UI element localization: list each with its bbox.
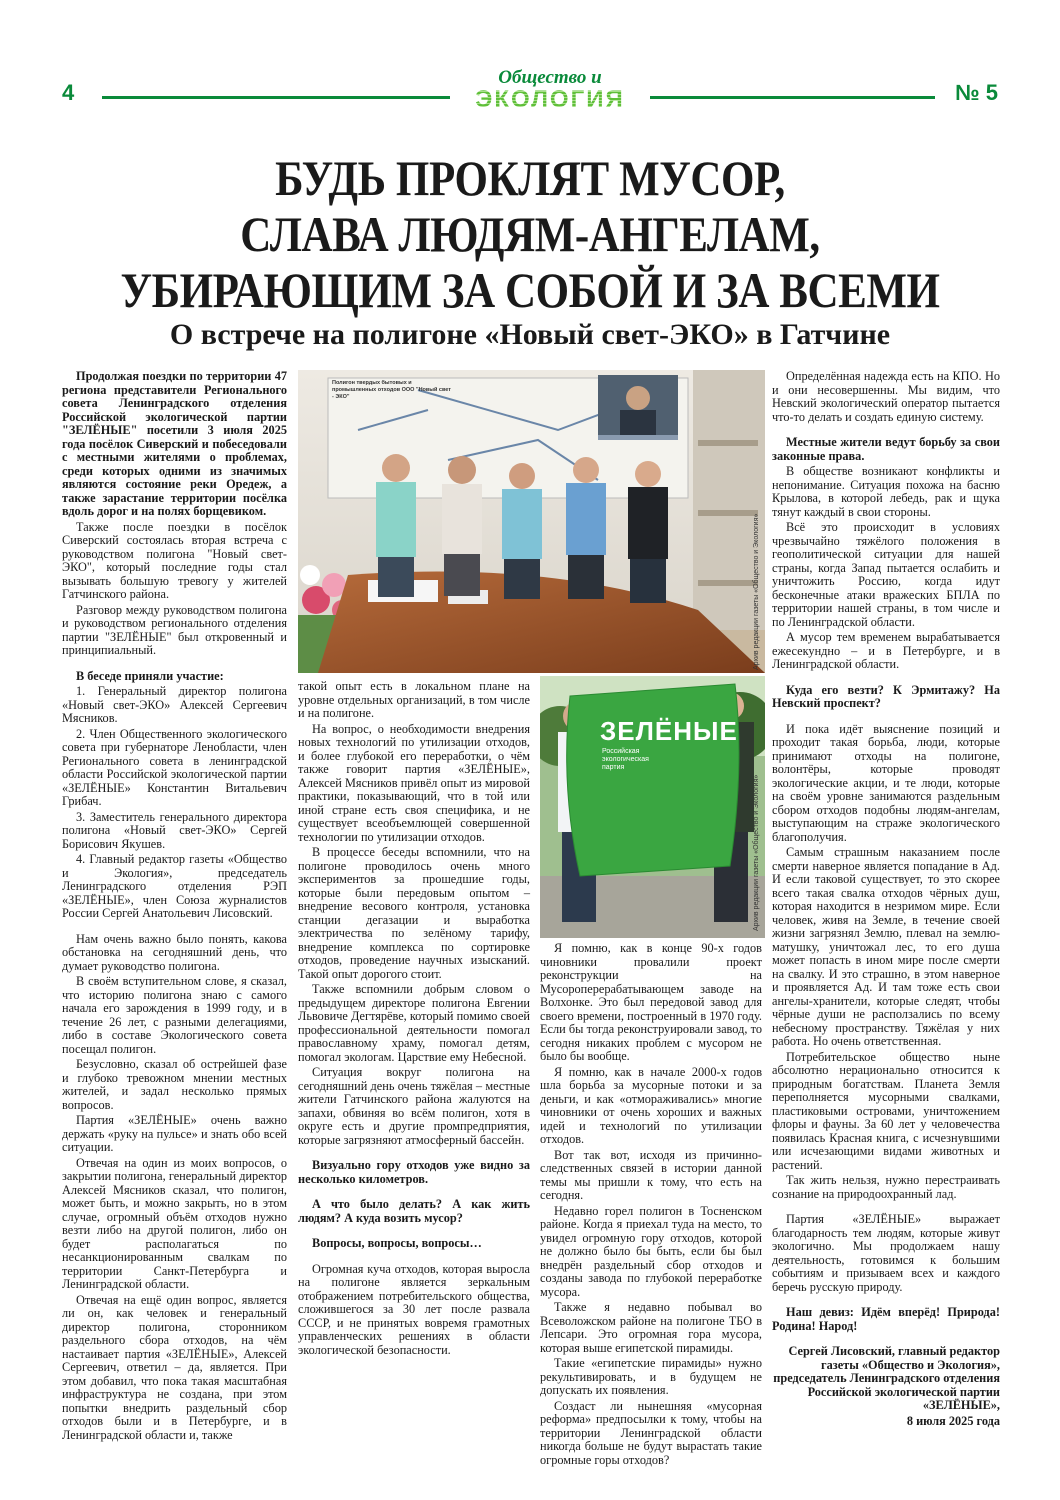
- paragraph: Всё это происходит в условиях чрезвычайно тяжёлого положения в геополитической ситуации для нашей страны, когда Запад пытается ослабить и уничтожить Россию, когда идут бесконечные атаки вражеских БПЛА по территории нашей страны, в том числе и по Ленинградской области.: [772, 520, 1000, 629]
- header-rule-right: [650, 96, 935, 99]
- article-date: 8 июля 2025 года: [906, 1413, 1000, 1428]
- flag-title: ЗЕЛЁНЫЕ: [600, 716, 738, 746]
- paragraph: Отвечая на один из моих вопросов, о закрытии полигона, генеральный директор Алексей Мясников сказал, что полигон, может быть, и можно закрыть, но в этом случае, огромный объём отходов нужно везти либо на другой полигон, либо он будет располагаться по несанкционированным свалкам по территории Санкт-Петербурга и Ленинградской области.: [62, 1155, 287, 1291]
- paragraph: В обществе возникают конфликты и непонимание. Ситуация похожа на басню Крылова, в которой лебедь, рак и щука тянут каждый в свои стороны.: [772, 464, 1000, 519]
- paragraph: Самым страшным наказанием после смерти наверное является попадание в Ад. И если таковой существует, то это скорее всего такая свалка отходов чёрных душ, которая находится в незримом мире. Если человек, живя на Земле, в течение своей жизни загрязнял Землю, плевал на землю-матушку, уничтожал лес, то его душа может попасть в ином мире после смерти на свалку. И это страшно, в этом наверное и проявляется Ад. И там тоже есть свои ангелы-хранители, которые следят, чтобы чёрные души не расползались по всему небесному пространству. Тяжёлая у них работа. Но очень ответственная.: [772, 845, 1000, 1048]
- bold-question: Куда его везти? К Эрмитажу? На Невский проспект?: [772, 682, 1000, 710]
- participant-item: 4. Главный редактор газеты «Общество и Экология», председатель Ленинградского отделения РЭП «ЗЕЛЁНЫЕ», член Союза журналистов России Сергей Анатольевич Лисовский.: [62, 852, 287, 920]
- paragraph: Также я недавно побывал во Всеволожском районе на полигоне ТБО в Лепсари. Это огромная гора мусора, которая выше египетской пирамиды.: [540, 1300, 762, 1355]
- participants-heading: В беседе приняли участие:: [76, 668, 224, 683]
- paragraph: А мусор тем временем вырабатывается ежесекундно – и в Петербурге, и в Ленинградской области.: [772, 630, 1000, 671]
- headline-line-1: БУДЬ ПРОКЛЯТ МУСОР,: [275, 150, 785, 206]
- lead-paragraph: Продолжая поездки по территории 47 региона представители Регионального совета Ленинградского отделения Российской экологической партии "ЗЕЛЁНЫЕ" посетили 3 июля 2025 года посёлок Сиверский и побеседовали с местными жителями о проблемах, среди которых одними из значимых являются состояние реки Оредеж, а также зарастание территории посёлка вдоль дорог и на полях борщевиком.: [62, 369, 287, 518]
- photo-meeting-group: [298, 370, 765, 673]
- logo-bottom-text: ЭКОЛОГИЯ: [455, 88, 645, 112]
- participant-item: 1. Генеральный директор полигона «Новый свет-ЭКО» Алексей Сергеевич Мясников.: [62, 684, 287, 725]
- paragraph: Нам очень важно было понять, какова обстановка на сегодняшний день, что думает руководство полигона.: [62, 931, 287, 973]
- paragraph: Создаст ли нынешняя «мусорная реформа» предпосылки к тому, чтобы на территории Ленинградской области никогда больше не будут вырастать такие огромные горы отходов?: [540, 1398, 762, 1467]
- paragraph: Потребительское общество ныне абсолютно нерационально относится к природным богатствам. Планета Земля переполняется мусорными свалками, пластиковыми островами, уничтожением флоры и фауны. За 60 лет у человечества появилась Красная книга, с исчезнувшими или исчезающими видами животных и растений.: [772, 1049, 1000, 1172]
- paragraph: На вопрос, о необходимости внедрения новых технологий по утилизации отходов, и более глубокой его переработки, о чём также говорит партия «ЗЕЛЁНЫЕ», Алексей Мясников привёл опыт из мировой практики, показывающий, что в той или иной стране есть своя специфика, и не существует всеобъемлющей совершенной технологии по утилизации отходов.: [298, 721, 530, 844]
- bold-statement: Вопросы, вопросы, вопросы…: [312, 1236, 482, 1250]
- bold-question: А что было делать? А как жить людям? А куда возить мусор?: [298, 1197, 530, 1225]
- flag-sub-3: партия: [602, 764, 625, 771]
- subtitle: О встрече на полигоне «Новый свет-ЭКО» в Гатчине: [169, 318, 891, 351]
- bold-statement: Местные жители ведут борьбу за свои законные права.: [772, 435, 1000, 463]
- article-column-2: [298, 680, 530, 1359]
- paragraph: Партия «ЗЕЛЁНЫЕ» очень важно держать «руку на пульсе» и знать обо всей ситуации.: [62, 1113, 287, 1154]
- flag-subtitle: [602, 748, 649, 772]
- board-caption: Полигон твердых бытовых и промышленных отходов ООО "Новый свет - ЭКО": [332, 380, 451, 400]
- photo1-credit: Архив редакции газеты «Общество и Экология»: [753, 513, 760, 670]
- paragraph: Такие «египетские пирамиды» нужно рекультивировать, и в будущем не допускать их появления.: [540, 1356, 762, 1397]
- paragraph: Я помню, как в начале 2000-х годов шла борьба за мусорные потоки и за деньги, и как «отмораживались» многие чиновники от очень хороших и важных идей и технологий по утилизации отходов.: [540, 1064, 762, 1146]
- photo-meeting-illustration: [298, 370, 765, 673]
- paragraph: Отвечая на ещё один вопрос, является ли он, как человек и генеральный директор полигона, сторонником раздельного сбора отходов, на чём настаивает партия «ЗЕЛЁНЫЕ», Алексей Сергеевич, ответил – да, является. При этом добавил, что пока такая масштабная инфраструктура не создана, при этом попытки внедрить раздельный сбор отходов были и в Петербурге, и в Ленинградской области и, также: [62, 1292, 287, 1442]
- author-signature: Сергей Лисовский, главный редактор газеты «Общество и Экология», председатель Ленинградского отделения Российской экологической партии «ЗЕЛЁНЫЕ»,: [773, 1344, 1000, 1412]
- newspaper-logo: [455, 68, 645, 112]
- motto: Наш девиз: Идём вперёд! Природа! Родина! Народ!: [772, 1305, 1000, 1333]
- paragraph: Огромная куча отходов, которая выросла на полигоне является зеркальным отображением потребительского общества, сложившегося за 30 лет после развала СССР, и не принятых вовремя грамотных управленческих решениях в области экологической безопасности.: [298, 1261, 530, 1357]
- flag-sub-2: экологическая: [602, 756, 649, 763]
- paragraph: В процессе беседы вспомнили, что на полигоне проводилось очень много экспериментов за прошедшие годы, которые были передовым опытом – внедрение весового контроля, установка станции дегазации и выработка электричества по зелёному тарифу, внедрение комплекса по сортировке отходов, проведение научных изысканий. Такой опыт дорогого стоит.: [298, 845, 530, 981]
- paragraph: Разговор между руководством полигона и руководством регионального отделения партии "ЗЕЛЁНЫЕ" был откровенный и принципиальный.: [62, 602, 287, 657]
- paragraph: Недавно горел полигон в Тосненском районе. Когда я приехал туда на место, то увидел огромную гору отходов, которой не должно было бы быть, если бы был внедрён раздельный сбор отходов и созданы завода по глубокой переработке мусора.: [540, 1203, 762, 1299]
- participant-item: 3. Заместитель генерального директора полигона «Новый свет-ЭКО» Сергей Борисович Якушев.: [62, 809, 287, 851]
- paragraph: Также после поездки в посёлок Сиверский состоялась вторая встреча с руководством полигона "Новый свет-ЭКО", который последние годы стал вызывать большую тревогу у жителей Гатчинского района.: [62, 519, 287, 601]
- bold-statement: Визуально гору отходов уже видно за несколько километров.: [298, 1158, 530, 1186]
- headline: [109, 150, 952, 318]
- page-number: 4: [62, 80, 75, 105]
- paragraph: Также вспомнили добрым словом о предыдущем директоре полигона Евгении Львовиче Дегтярёве, который помимо своей профессиональной деятельности помогал православному храму, помогал детям, помогал экологам. Царствие ему Небесной.: [298, 982, 530, 1064]
- header-rule-left: [102, 96, 450, 99]
- photo-green-flag: [540, 676, 765, 938]
- issue-number: № 5: [955, 80, 998, 105]
- paragraph: Партия «ЗЕЛЁНЫЕ» выражает благодарность тем людям, которые живут экологично. Мы продолжаем нашу деятельность, готовимся к большим событиям и призываем всех и каждого беречь русскую природу.: [772, 1212, 1000, 1294]
- flag-sub-1: Российская: [602, 748, 640, 755]
- article-column-1: [62, 370, 287, 1444]
- paragraph: Так жить нельзя, нужно перестраивать сознание на природоохранный лад.: [772, 1173, 1000, 1201]
- headline-line-2: СЛАВА ЛЮДЯМ-АНГЕЛАМ,: [240, 206, 820, 262]
- headline-line-3: УБИРАЮЩИМ ЗА СОБОЙ И ЗА ВСЕМИ: [120, 262, 940, 318]
- paragraph: И пока идёт выяснение позиций и проходит такая борьба, люди, которые принимают отходы на полигоне, волонтёры, которые проводят экологические акции, и те люди, которые на своём уровне занимаются раздельным сбором отходов подобны людям-ангелам, выступающим на страже экологического благополучия.: [772, 721, 1000, 844]
- paragraph: Ситуация вокруг полигона на сегодняшний день очень тяжёлая – местные жители Гатчинского района жалуются на запахи, обвиняя во всём полигон, хотя в округе есть и другие промпредприятия, которые загрязняют атмосферный бассейн.: [298, 1065, 530, 1147]
- paragraph: Вот так вот, исходя из причинно-следственных связей в истории данной темы мы пришли к тому, что есть на сегодня.: [540, 1147, 762, 1202]
- paragraph: Я помню, как в конце 90-х годов чиновники провалили проект реконструкции на Мусороперерабатывающем заводе на Волхонке. Это был передовой завод для своего времени, построенный в 1970 году. Если бы тогда реконструировали завод, то сегодня никаких проблем с мусором не было бы вообще.: [540, 941, 762, 1063]
- participant-item: 2. Член Общественного экологического совета при губернаторе Ленобласти, член Регионального совета в ленинградской области Российской экологической партии «ЗЕЛЁНЫЕ» Константин Витальевич Грибач.: [62, 726, 287, 808]
- paragraph: Безусловно, сказал об острейшей фазе и глубоко тревожном мнении местных жителей, и задал несколько прямых вопросов.: [62, 1057, 287, 1112]
- paragraph: В своём вступительном слове, я сказал, что историю полигона знаю с самого начала его зарождения в 1999 году, и в течение 26 лет, с разными делегациями, либо в составе Экологического совета посещал полигон.: [62, 974, 287, 1056]
- article-column-4: [772, 370, 1000, 1430]
- photo2-credit: Архив редакции газеты «Общество и Экология»: [753, 774, 760, 931]
- logo-top-text: Общество и: [498, 67, 602, 88]
- article-column-3: [540, 942, 762, 1469]
- paragraph: Определённая надежда есть на КПО. Но и они несовершенны. Мы видим, что Невский экологический оператор пытается что-то делать и создать единую систему.: [772, 369, 1000, 424]
- paragraph: такой опыт есть в локальном плане на уровне отдельных организаций, в том числе и на полигоне.: [298, 679, 530, 720]
